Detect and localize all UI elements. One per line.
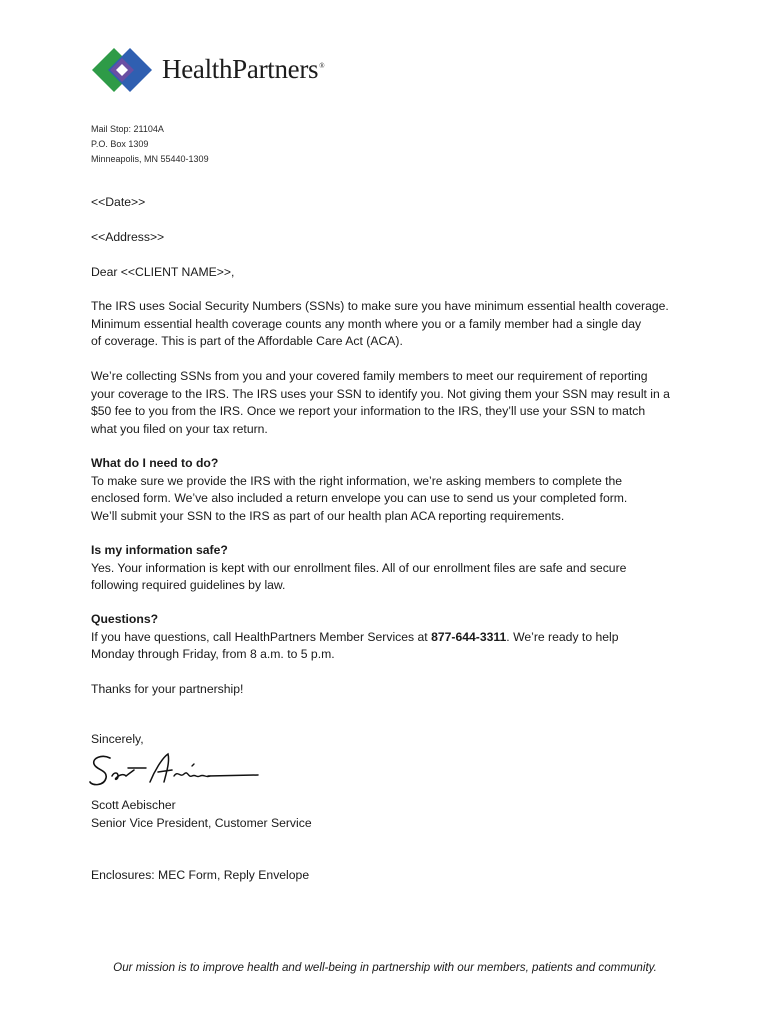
text-line: following required guidelines by law. — [91, 578, 286, 593]
diamond-logo-icon — [92, 44, 160, 96]
signatory-title: Senior Vice President, Customer Service — [91, 815, 312, 830]
section-what-to-do — [91, 455, 691, 525]
text-line: enclosed form. We’ve also included a return envelope you can use to send us your completed form. — [91, 491, 628, 506]
signatory-block — [91, 797, 691, 832]
healthpartners-logo — [92, 44, 332, 96]
text-line: We’re collecting SSNs from you and your covered family members to meet our requirement of reporting — [91, 369, 648, 383]
paragraph-ssn-purpose — [91, 298, 691, 351]
address-placeholder: <<Address>> — [91, 230, 165, 244]
text-fragment: If you have questions, call HealthPartners Member Services at — [91, 629, 432, 644]
text-line: Yes. Your information is kept with our enrollment files. All of our enrollment files are safe and secure — [91, 560, 627, 575]
sender-address — [91, 122, 209, 167]
po-box: P.O. Box 1309 — [91, 139, 149, 149]
date-placeholder: <<Date>> — [91, 195, 146, 209]
salutation: Dear <<CLIENT NAME>>, — [91, 265, 235, 279]
text-line: your coverage to the IRS. The IRS uses your SSN to identify you. Not giving them your SSN may result in a — [91, 386, 670, 401]
phone-number: 877-644-3311 — [431, 629, 507, 644]
section-info-safe — [91, 542, 691, 595]
closing: Sincerely, — [91, 732, 144, 746]
text-line: To make sure we provide the IRS with the right information, we’re asking members to complete the — [91, 473, 623, 488]
text-line: We’ll submit your SSN to the IRS as part of our health plan ACA reporting requirements. — [91, 508, 565, 523]
registered-mark: ® — [319, 62, 325, 70]
mail-stop: Mail Stop: 21104A — [91, 124, 164, 134]
footer-mission-statement: Our mission is to improve health and well-being in partnership with our members, patients and community. — [113, 961, 657, 974]
thanks-line: Thanks for your partnership! — [91, 682, 244, 696]
logo-wordmark — [162, 54, 324, 85]
text-line: of coverage. This is part of the Affordable Care Act (ACA). — [91, 334, 403, 349]
handwritten-signature — [88, 748, 263, 794]
section-heading: What do I need to do? — [91, 456, 219, 470]
paragraph-collecting-ssns — [91, 368, 691, 438]
section-heading: Is my information safe? — [91, 543, 228, 557]
enclosures-line: Enclosures: MEC Form, Reply Envelope — [91, 868, 310, 882]
signatory-name: Scott Aebischer — [91, 798, 176, 812]
text-line: Minimum essential health coverage counts any month where you or a family member had a single day — [91, 316, 642, 331]
section-questions — [91, 611, 691, 664]
text-line: $50 fee to you from the IRS. Once we report your information to the IRS, they’ll use your SSN to match — [91, 404, 646, 419]
section-heading: Questions? — [91, 612, 159, 626]
city-state-zip: Minneapolis, MN 55440-1309 — [91, 154, 209, 164]
text-line: what you filed on your tax return. — [91, 421, 268, 436]
questions-line — [91, 629, 691, 647]
brand-text: HealthPartners — [162, 54, 319, 84]
text-line: The IRS uses Social Security Numbers (SSNs) to make sure you have minimum essential health coverage. — [91, 299, 669, 313]
text-line: Monday through Friday, from 8 a.m. to 5 p.m. — [91, 647, 335, 662]
text-fragment: . We’re ready to help — [506, 629, 619, 644]
